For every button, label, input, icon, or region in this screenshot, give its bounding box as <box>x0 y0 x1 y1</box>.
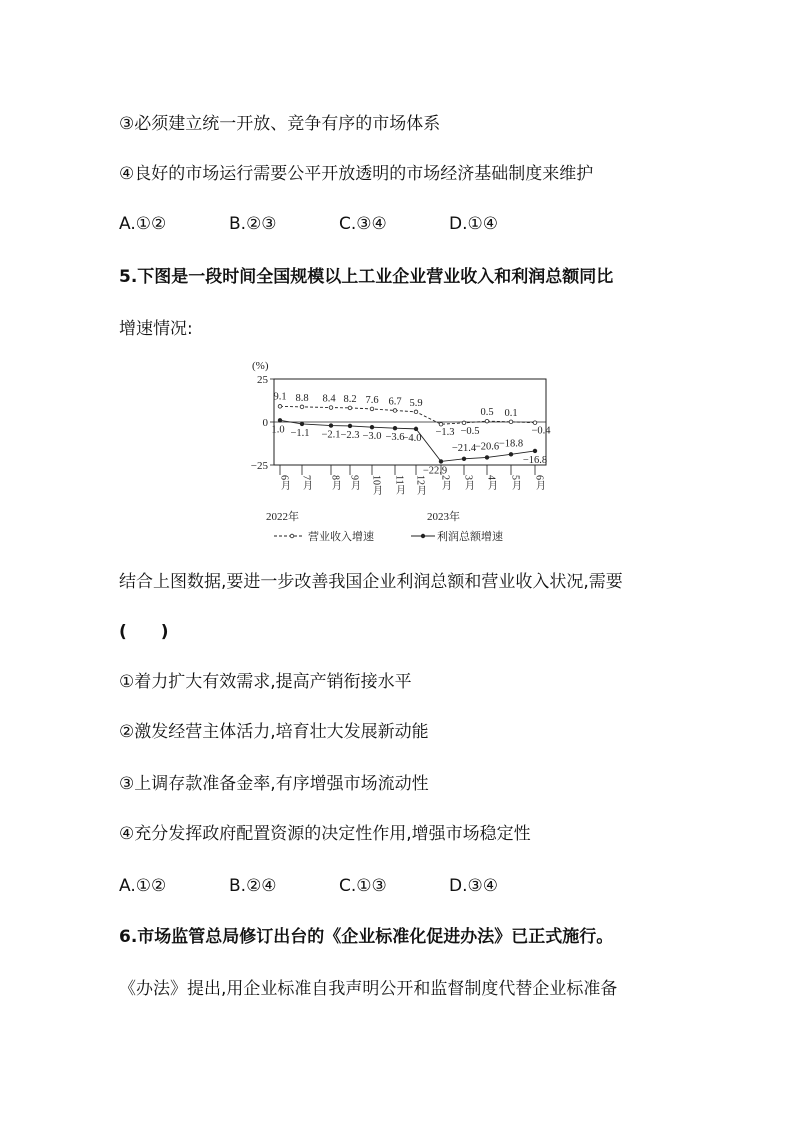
profit-data-label: −18.8 <box>498 438 524 450</box>
q6-stem-line2: 《办法》提出,用企业标准自我声明公开和监督制度代替企业标准备 <box>119 979 618 999</box>
revenue-point <box>509 420 513 424</box>
q5-after-chart: 结合上图数据,要进一步改善我国企业利润总额和营业收入状况,需要 <box>119 572 623 592</box>
revenue-data-label: 8.8 <box>295 392 309 404</box>
revenue-point <box>278 405 282 409</box>
q4-option-d[interactable]: D.①④ <box>449 214 498 234</box>
q5-option-a[interactable]: A.①② <box>119 876 167 896</box>
profit-point <box>278 418 282 422</box>
profit-data-label: −3.0 <box>362 431 382 443</box>
revenue-point <box>485 419 489 423</box>
profit-data-label: −16.8 <box>522 454 548 466</box>
q4-options <box>119 212 559 236</box>
x-tick-label: 4月 <box>485 475 497 490</box>
revenue-point <box>414 410 418 414</box>
x-tick-label: 3月 <box>462 475 474 490</box>
legend-profit-marker <box>421 534 425 538</box>
x-tick-label: 8月 <box>329 475 341 490</box>
profit-data-label: −22.9 <box>422 465 448 477</box>
profit-data-label: 1.0 <box>271 424 285 436</box>
q5-answer-bracket: ( ) <box>119 622 169 642</box>
x-tick-label: 9月 <box>348 475 360 490</box>
x-tick-label: 11月 <box>393 475 405 495</box>
profit-point <box>348 424 352 428</box>
profit-data-label: −20.6 <box>474 441 500 453</box>
revenue-data-label: −1.3 <box>435 427 455 439</box>
revenue-point <box>462 421 466 425</box>
q4-statement-3: ③必须建立统一开放、竞争有序的市场体系 <box>119 114 441 134</box>
legend-revenue-marker <box>290 534 294 538</box>
revenue-data-label: 8.2 <box>343 393 357 405</box>
profit-point <box>533 449 537 453</box>
x-tick-label: 12月 <box>414 475 426 495</box>
year-label-2022: 2022年 <box>266 511 299 523</box>
profit-data-label: −2.1 <box>321 429 341 441</box>
series-line-revenue <box>280 406 535 424</box>
q4-option-b[interactable]: B.②③ <box>229 214 277 234</box>
revenue-data-label: −0.4 <box>531 425 551 437</box>
revenue-point <box>533 421 537 425</box>
year-label-2023: 2023年 <box>427 511 460 523</box>
legend-profit-label: 利润总额增速 <box>437 531 503 543</box>
q5-stem-line1: 5.下图是一段时间全国规模以上工业企业营业收入和利润总额同比 <box>119 267 614 287</box>
revenue-data-label: 0.5 <box>480 407 494 419</box>
y-unit-label: (%) <box>252 360 269 372</box>
revenue-data-label: 0.1 <box>504 407 518 419</box>
profit-point <box>393 426 397 430</box>
profit-point <box>509 453 513 457</box>
profit-data-label: −1.1 <box>290 427 310 439</box>
y-tick-label: −25 <box>250 460 268 472</box>
x-tick-label: 2月 <box>439 475 451 490</box>
legend-revenue-label: 营业收入增速 <box>308 531 374 543</box>
revenue-point <box>370 407 374 411</box>
profit-point <box>485 456 489 460</box>
q5-option-d[interactable]: D.③④ <box>449 876 498 896</box>
q5-option-b[interactable]: B.②④ <box>229 876 277 896</box>
q5-options <box>119 874 559 898</box>
revenue-point <box>348 406 352 410</box>
x-tick-label: 5月 <box>509 475 521 490</box>
x-tick-label: 7月 <box>300 475 312 490</box>
revenue-data-label: −0.5 <box>460 425 480 437</box>
x-tick-label: 6月 <box>533 475 545 490</box>
growth-line-chart <box>228 352 553 547</box>
profit-data-label: −3.6 <box>385 432 405 444</box>
q5-stem-line2: 增速情况: <box>119 319 193 339</box>
profit-point <box>439 460 443 464</box>
profit-data-label: −21.4 <box>451 442 477 454</box>
y-tick-label: 0 <box>262 417 268 429</box>
revenue-data-label: 6.7 <box>388 396 402 408</box>
revenue-data-label: 9.1 <box>273 391 287 403</box>
x-tick-label: 10月 <box>370 475 382 495</box>
q5-option-c[interactable]: C.①③ <box>339 876 387 896</box>
revenue-point <box>300 405 304 409</box>
profit-point <box>414 427 418 431</box>
profit-data-label: −4.0 <box>402 432 422 444</box>
x-tick-label: 6月 <box>278 475 290 490</box>
profit-data-label: −2.3 <box>340 429 360 441</box>
revenue-point <box>393 409 397 413</box>
q4-option-c[interactable]: C.③④ <box>339 214 387 234</box>
profit-point <box>300 422 304 426</box>
revenue-data-label: 7.6 <box>365 394 379 406</box>
q5-statement-1: ①着力扩大有效需求,提高产销衔接水平 <box>119 672 412 692</box>
revenue-point <box>329 406 333 410</box>
q4-option-a[interactable]: A.①② <box>119 214 167 234</box>
profit-point <box>370 425 374 429</box>
q5-statement-4: ④充分发挥政府配置资源的决定性作用,增强市场稳定性 <box>119 824 531 844</box>
q5-statement-3: ③上调存款准备金率,有序增强市场流动性 <box>119 774 429 794</box>
revenue-data-label: 8.4 <box>322 393 336 405</box>
profit-point <box>329 424 333 428</box>
q6-stem-line1: 6.市场监管总局修订出台的《企业标准化促进办法》已正式施行。 <box>119 927 614 947</box>
profit-point <box>462 457 466 461</box>
revenue-data-label: 5.9 <box>409 397 423 409</box>
y-tick-label: 25 <box>257 374 268 386</box>
revenue-point <box>439 422 443 426</box>
q5-statement-2: ②激发经营主体活力,培育壮大发展新动能 <box>119 722 429 742</box>
q4-statement-4: ④良好的市场运行需要公平开放透明的市场经济基础制度来维护 <box>119 164 594 184</box>
